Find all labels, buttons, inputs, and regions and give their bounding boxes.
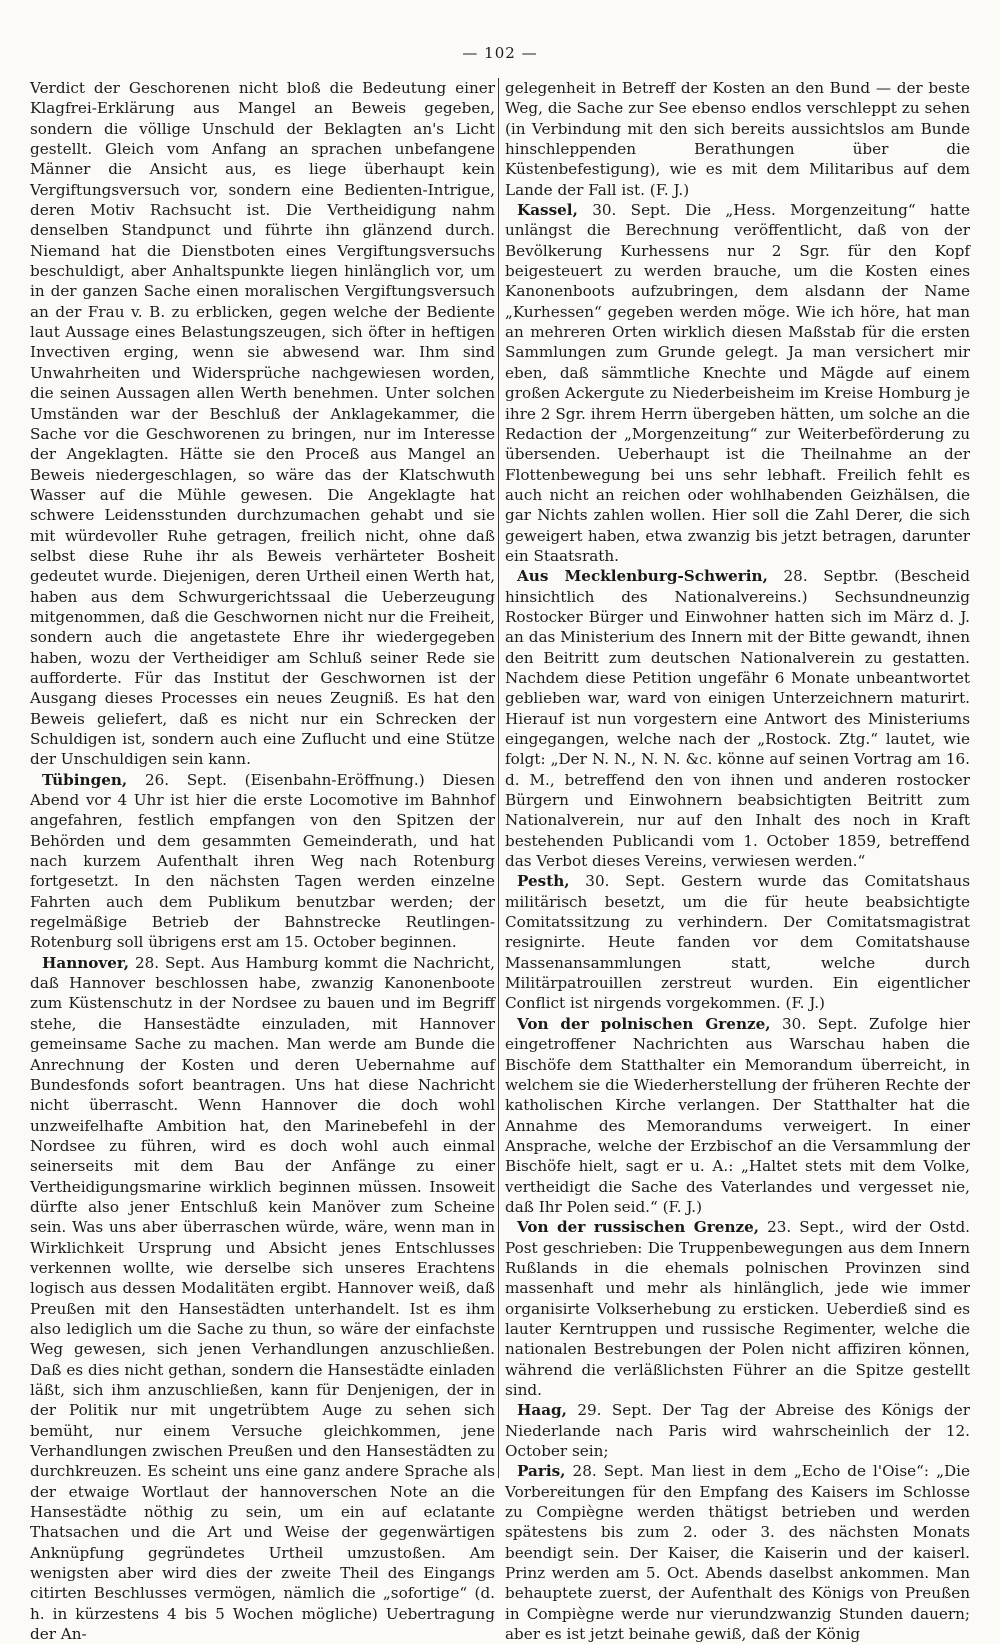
dateline-place: Paris, <box>517 1462 566 1481</box>
article-paragraph <box>505 1400 970 1461</box>
article-text: Verdict der Geschorenen nicht bloß die Bedeutung einer Klagfrei-Erklärung aus Mangel an Beweis gegeben, sondern die völlige Unschuld der Beklagten an's Licht gestellt. Gleich vom Anfang an sprachen unbefangene Männer die Ansicht aus, es liege überhaupt kein Vergiftungsversuch vor, sondern eine Bedienten-Intrigue, deren Motiv Rachsucht ist. Die Vertheidigung nahm denselben Standpunct und führte ihn glänzend durch. Niemand hat die Dienstboten eines Vergiftungsversuchs beschuldigt, aber Anhaltspunkte liegen hinlänglich vor, um in der ganzen Sache einen moralischen Vergiftungsversuch an der Frau v. B. zu erblicken, gegen welche der Bediente laut Aussage eines Belastungszeugen, sich öfter in heftigen Invectiven erging, wenn sie abwesend war. Ihm sind Unwahrheiten und Widersprüche nachgewiesen worden, die seinen Aussagen allen Werth benehmen. Unter solchen Umständen war der Beschluß der Anklagekammer, die Sache vor die Geschworenen zu bringen, nur im Interesse der Angeklagten. Hätte sie den Proceß aus Mangel an Beweis niedergeschlagen, so wäre das der Klatschwuth Wasser auf die Mühle gewesen. Die Angeklagte hat schwere Leidensstunden durchzumachen gehabt und sie mit würdevoller Ruhe getragen, freilich nicht, ohne daß selbst diese Ruhe ihr als Beweis verhärteter Bosheit gedeutet wurde. Diejenigen, deren Urtheil einen Werth hat, haben aus dem Schwurgerichtssaal die Ueberzeugung mitgenommen, daß die Geschwornen nicht nur die Freiheit, sondern auch die angetastete Ehre ihr wiedergegeben haben, wozu der Vertheidiger am Schluß seiner Rede sie aufforderte. Für das Institut der Geschwornen ist der Ausgang dieses Processes ein neues Zeugniß. Es hat den Beweis geliefert, daß es nicht nur ein Schrecken der Schuldigen ist, sondern auch eine Zuflucht und eine Stütze der Unschuldigen sein kann. <box>30 79 495 769</box>
article-text: 28. Septbr. (Bescheid hinsichtlich des Nationalvereins.) Sechsundneunzig Rostocker Bürger und Einwohner hatten sich im März d. J. an das Ministerium des Innern mit der Bitte gewandt, ihnen den Beitritt zum deutschen Nationalverein zu gestatten. Nachdem diese Petition ungefähr 6 Monate unbeantwortet geblieben war, ward von einigen Unterzeichnern maturirt. Hierauf ist nun vorgestern eine Antwort des Ministeriums eingegangen, welche nach der „Rostock. Ztg.“ lautet, wie folgt: „Der N. N., N. N. &c. könne auf seinen Vortrag am 16. d. M., betreffend den von ihnen und anderen rostocker Bürgern und Einwohnern beabsichtigten Beitritt zum Nationalverein, nur auf den Inhalt des noch in Kraft bestehenden Publicandi vom 1. October 1859, betreffend das Verbot dieses Vereins, verwiesen werden.“ <box>505 567 970 871</box>
page-number: — 102 — <box>462 44 538 62</box>
article-text: 28. Sept. Aus Hamburg kommt die Nachricht, daß Hannover beschlossen habe, zwanzig Kanonenboote zum Küstenschutz in der Nordsee zu bauen und im Begriff stehe, die Hansestädte einzuladen, mit Hannover gemeinsame Sache zu machen. Man werde am Bunde die Anrechnung der Kosten und deren Uebernahme auf Bundesfonds sofort beantragen. Uns hat diese Nachricht nicht überrascht. Wenn Hannover die doch wohl unzweifelhafte Ambition hat, den Marinebefehl in der Nordsee zu führen, wird es doch wohl auch einmal seinerseits mit dem Bau der Anfänge zu einer Vertheidigungsmarine wirklich beginnen müssen. Insoweit dürfte also jener Entschluß kein Manöver zum Scheine sein. Was uns aber überraschen würde, wäre, wenn man in Wirklichkeit Ursprung und Absicht jenes Entschlusses verkennen wollte, wie derselbe sich unseres Erachtens logisch aus dessen Modalitäten ergibt. Hannover weiß, daß Preußen mit den Hansestädten unterhandelt. Ist es ihm also lediglich um die Sache zu thun, so wäre der einfachste Weg gewesen, sich jenen Verhandlungen anzuschließen. Daß es dies nicht gethan, sondern die Hansestädte einladen läßt, sich ihm anzuschließen, kann für Denjenigen, der in der Politik nur mit ungetrübtem Auge zu sehen sich bemüht, nur einem Versuche gleichkommen, jene Verhandlungen zwischen Preußen und den Hansestädten zu durchkreuzen. Es scheint uns eine ganz andere Sprache als der etwaige Wortlaut der hannoverschen Note an die Hansestädte nöthig zu sein, um ein auf eclatante Thatsachen und die Art und Weise der gegenwärtigen Anknüpfung gegründetes Urtheil umzustoßen. Am wenigsten aber wird dies der zweite Theil des Eingangs citirten Beschlusses vermögen, nämlich die „sofortige“ (d. h. in kürzestens 4 bis 5 Wochen mögliche) Uebertragung der An- <box>30 953 495 1644</box>
dateline-place: Kassel, <box>517 201 578 220</box>
article-text: 30. Sept. Gestern wurde das Comitatshaus militärisch besetzt, um die für heute beabsichtigte Comitatssitzung zu verhindern. Der Comitatsmagistrat resignirte. Heute fanden vor dem Comitatshause Massenansammlungen statt, welche durch Militärpatrouillen zerstreut wurden. Ein eigentlicher Conflict ist nirgends vorgekommen. (F. J.) <box>505 872 970 1013</box>
dateline-place: Pesth, <box>517 872 570 891</box>
article-text: 28. Sept. Man liest in dem „Echo de l'Oise“: „Die Vorbereitungen für den Empfang des Kaisers im Schlosse zu Compiègne werden thätigst betrieben und werden spätestens bis zum 2. oder 3. des nächsten Monats beendigt sein. Der Kaiser, die Kaiserin und der kaiserl. Prinz werden am 5. Oct. Abends daselbst ankommen. Man behauptete zuerst, der Aufenthalt des Königs von Preußen in Compiègne werde nur vierundzwanzig Stunden dauern; aber es ist jetzt beinahe gewiß, daß der König <box>505 1462 970 1644</box>
article-text: gelegenheit in Betreff der Kosten an den Bund — der beste Weg, die Sache zur See ebenso endlos verschleppt zu sehen (in Verbindung mit den sich bereits aussichtslos am Bunde hinschleppenden Berathungen über die Küstenbefestigung), wie es mit dem Militaribus auf dem Lande der Fall ist. (F. J.) <box>505 79 970 199</box>
article-text: 30. Sept. Zufolge hier eingetroffener Nachrichten aus Warschau haben die Bischöfe dem Statthalter ein Memorandum überreicht, in welchem sie die Wiederherstellung der früheren Rechte der katholischen Kirche verlangen. Der Statthalter hat die Annahme des Memorandums verweigert. In einer Ansprache, welche der Erzbischof an die Versammlung der Bischöfe hielt, sagt er u. A.: „Haltet stets mit dem Volke, vertheidigt die Sache des Vaterlandes und vergesset nie, daß Ihr Polen seid.“ (F. J.) <box>505 1014 970 1216</box>
article-paragraph <box>505 1217 970 1400</box>
article-paragraph <box>505 200 970 566</box>
dateline-place: Tübingen, <box>42 770 128 789</box>
dateline-place: Aus Mecklenburg-Schwerin, <box>517 567 768 586</box>
article-paragraph <box>30 78 495 770</box>
article-paragraph <box>505 1014 970 1217</box>
article-paragraph <box>30 953 495 1644</box>
article-text: 23. Sept., wird der Ostd. Post geschrieben: Die Truppenbewegungen aus dem Innern Rußlands in die ehemals polnischen Provinzen sind massenhaft und mehr als hinlänglich, jede wie immer organisirte Volkserhebung zu ersticken. Ueberdieß sind es lauter Kerntruppen und russische Regimenter, welche die nationalen Bestrebungen der Polen nicht affiziren können, während die verläßlichsten Führer an die Spitze gestellt sind. <box>505 1218 970 1399</box>
left-column <box>30 78 495 1644</box>
article-text: 30. Sept. Die „Hess. Morgenzeitung“ hatte unlängst die Berechnung veröffentlicht, daß von der Bevölkerung Kurhessens nur 2 Sgr. für den Kopf beigesteuert zu werden brauche, um die Kosten eines Kanonenboots aufzubringen, dem alsdann der Name „Kurhessen“ gegeben werden möge. Wie ich höre, hat man an mehreren Orten wirklich diesen Maßstab für die ersten Sammlungen zum Grunde gelegt. Ja man versichert mir eben, daß sämmtliche Knechte und Mägde auf einem großen Ackergute zu Niederbeisheim im Kreise Homburg je ihre 2 Sgr. ihrem Herrn übergeben hätten, um solche an die Redaction der „Morgenzeitung“ zur Weiterbeförderung zu übersenden. Ueberhaupt ist die Theilnahme an der Flottenbewegung bei uns sehr lebhaft. Freilich fehlt es auch nicht an reichen oder wohlhabenden Geizhälsen, die gar Nichts zahlen wollen. Hier soll die Zahl Derer, die sich geweigert haben, etwa zwanzig bis jetzt betragen, darunter ein Staatsrath. <box>505 201 970 565</box>
article-paragraph <box>505 78 970 200</box>
dateline-place: Haag, <box>517 1401 567 1420</box>
right-column <box>505 78 970 1644</box>
dateline-place: Hannover, <box>42 953 130 972</box>
article-text: 26. Sept. (Eisenbahn-Eröffnung.) Diesen Abend vor 4 Uhr ist hier die erste Locomotive im Bahnhof angefahren, festlich empfangen von den Spitzen der Behörden und dem gesammten Gemeinderath, und hat nach kurzem Aufenthalt ihren Weg nach Rotenburg fortgesetzt. In den nächsten Tagen werden einzelne Fahrten auch dem Publikum benutzbar werden; der regelmäßige Betrieb der Bahnstrecke Reutlingen-Rotenburg soll übrigens erst am 15. October beginnen. <box>30 770 495 952</box>
dateline-place: Von der russischen Grenze, <box>517 1218 760 1237</box>
article-paragraph <box>505 871 970 1013</box>
article-text: 29. Sept. Der Tag der Abreise des Königs der Niederlande nach Paris wird wahrscheinlich der 12. October sein; <box>505 1401 970 1461</box>
column-divider <box>498 78 499 1478</box>
dateline-place: Von der polnischen Grenze, <box>517 1014 771 1033</box>
article-paragraph <box>30 770 495 953</box>
article-paragraph <box>505 1461 970 1644</box>
article-paragraph <box>505 566 970 871</box>
